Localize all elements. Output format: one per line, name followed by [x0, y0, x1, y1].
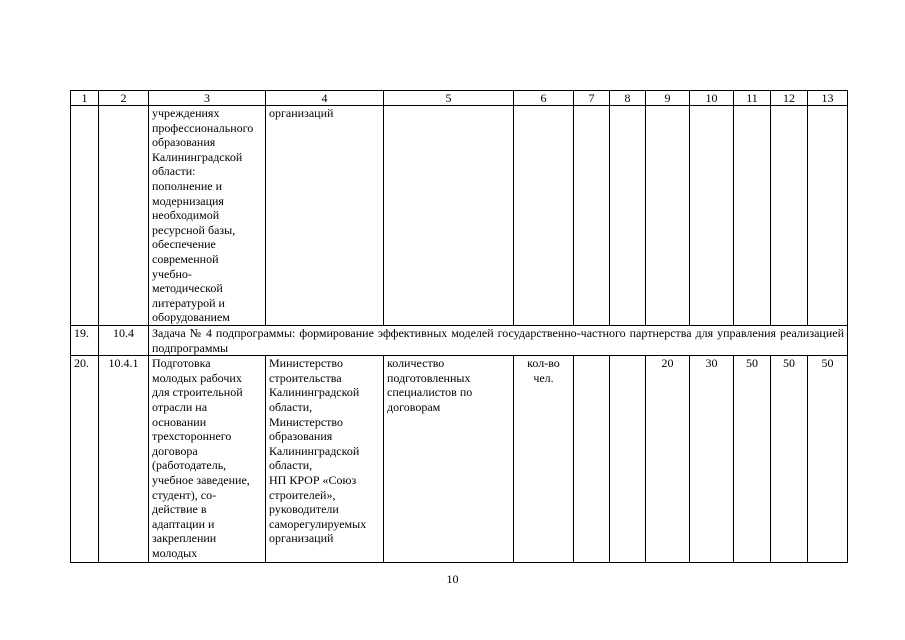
- cell-value: 50: [808, 356, 848, 563]
- header-row: [71, 91, 848, 106]
- cell-value: 20: [646, 356, 690, 563]
- cell-value: 50: [771, 356, 808, 563]
- cell-value: [610, 106, 646, 326]
- cell-indicator: количество подготовленных специалистов по договорам: [384, 356, 514, 563]
- task-heading: Задача № 4 подпрограммы: формирование эффективных моделей государственно-частного партнерства для управления реализацией подпрограммы: [149, 326, 848, 356]
- table-row-19: [71, 326, 848, 356]
- header-cell: 4: [266, 91, 384, 106]
- cell-code: 10.4.1: [99, 356, 149, 563]
- cell-code: [99, 106, 149, 326]
- cell-value: [646, 106, 690, 326]
- header-cell: 13: [808, 91, 848, 106]
- header-cell: 6: [514, 91, 574, 106]
- cell-executor: организаций: [266, 106, 384, 326]
- cell-unit: [514, 106, 574, 326]
- header-cell: 2: [99, 91, 149, 106]
- cell-activity: Подготовка молодых рабочих для строительной отрасли на основании трехстороннего договора (работодатель, учебное заведение, студент), со- действие в адаптации и закреплении молодых: [149, 356, 266, 563]
- table-row-20: [71, 356, 848, 563]
- cell-executor: Министерство строительства Калининградской области, Министерство образования Калининградской области, НП КРОР «Союз строителей», руководители саморегулируемых организаций: [266, 356, 384, 563]
- cell-indicator: [384, 106, 514, 326]
- header-cell: 10: [690, 91, 734, 106]
- cell-value: 50: [734, 356, 771, 563]
- cell-num: [71, 106, 99, 326]
- table-row-continuation: [71, 106, 848, 326]
- cell-num: 20.: [71, 356, 99, 563]
- page-number: 10: [446, 572, 459, 586]
- cell-value: [574, 356, 610, 563]
- header-cell: 11: [734, 91, 771, 106]
- header-cell: 3: [149, 91, 266, 106]
- cell-activity: учреждениях профессионального образования Калининградской области: пополнение и модернизация необходимой ресурсной базы, обеспечение современной учебно- методической литературой и оборудованием: [149, 106, 266, 326]
- cell-value: [574, 106, 610, 326]
- cell-value: [610, 356, 646, 563]
- header-cell: 5: [384, 91, 514, 106]
- cell-value: 30: [690, 356, 734, 563]
- cell-value: [808, 106, 848, 326]
- program-table: [70, 90, 848, 563]
- header-cell: 1: [71, 91, 99, 106]
- cell-num: 19.: [71, 326, 99, 356]
- header-cell: 8: [610, 91, 646, 106]
- cell-value: [734, 106, 771, 326]
- header-cell: 9: [646, 91, 690, 106]
- cell-value: [690, 106, 734, 326]
- header-cell: 12: [771, 91, 808, 106]
- cell-value: [771, 106, 808, 326]
- cell-unit: кол-во чел.: [514, 356, 574, 563]
- header-cell: 7: [574, 91, 610, 106]
- cell-code: 10.4: [99, 326, 149, 356]
